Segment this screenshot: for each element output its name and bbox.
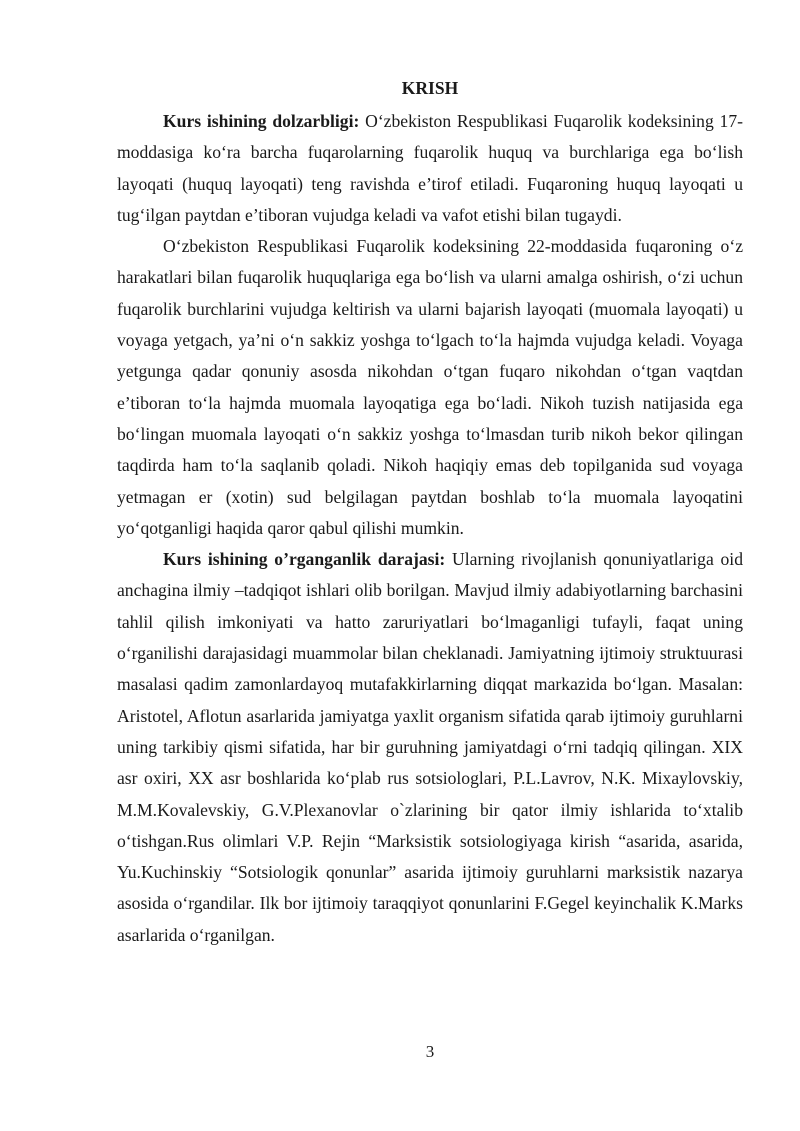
paragraph-text: O‘zbekiston Respublikasi Fuqarolik kodeksining 17-moddasiga ko‘ra barcha fuqarolarning fuqarolik huquq va burchlariga ega bo‘lish layoqati (huquq layoqati) teng ravishda e’tirof etiladi. Fuqaroning huquq layoqati u tug‘ilgan paytdan e’tiboran vujudga keladi va vafot etishi bilan tugaydi. (117, 111, 744, 225)
paragraph-civil-code (117, 231, 743, 544)
paragraph-lead: Kurs ishining dolzarbligi: (163, 111, 360, 131)
paragraph-text: Ularning rivojlanish qonuniyatlariga oid anchagina ilmiy –tadqiqot ishlari olib borilgan. Mavjud ilmiy adabiyotlarning barchasini tahlil qilish imkoniyati va hatto zaruriyatlari bo‘lmaganligi tufayli, faqat uning o‘rganilishi darajasidagi muammolar bilan cheklanadi. Jamiyatning ijtimoiy struktuurasi masalasi qadim zamonlardayoq mutafakkirlarning diqqat markazida bo‘lgan. Masalan: Aristotel, Aflotun asarlarida jamiyatga yaxlit organism sifatida qarab ijtimoiy guruhlarni uning tarkibiy qismi sifatida, har bir guruhning jamiyatdagi o‘rni tadqiq qilingan. XIX asr oxiri, XX asr boshlarida ko‘plab rus sotsiologlari, P.L.Lavrov, N.K. Mixaylovskiy, M.M.Kovalevskiy, G.V.Plexanovlar o`zlarining bir qator ilmiy ishlarida to‘xtalib o‘tishgan.Rus olimlari V.P. Rejin “Marksistik sotsiologiyaga kirish “asarida, asarida, Yu.Kuchinskiy “Sotsiologik qonunlar” asarida ijtimoiy guruhlarni marksistik nazarya asosida o‘rgandilar. Ilk bor ijtimoiy taraqqiyot qonunlarini F.Gegel keyinchalik K.Marks asarlarida o‘rganilgan. (117, 549, 743, 945)
paragraph-lead: Kurs ishining o’rganganlik darajasi: (163, 549, 446, 570)
paragraph-relevance (117, 106, 743, 231)
section-heading: KRISH (401, 78, 459, 98)
body-text (117, 106, 743, 951)
paragraph-study-level (117, 544, 743, 951)
page-number: 3 (425, 1042, 435, 1061)
paragraph-text: O‘zbekiston Respublikasi Fuqarolik kodeksining 22-moddasida fuqaroning o‘z harakatlari bilan fuqarolik huquqlariga ega bo‘lish va ularni amalga oshirish, o‘zi uchun fuqarolik burchlarini vujudga keltirish va ularni bajarish layoqati (muomala layoqati) u voyaga yetgach, ya’ni o‘n sakkiz yoshga to‘lgach to‘la hajmda vujudga keladi. Voyaga yetgunga qadar qonuniy asosda nikohdan o‘tgan fuqaro nikohdan o‘tgan vaqtdan e’tiboran to‘la hajmda muomala layoqatiga ega bo‘ladi. Nikoh tuzish natijasida ega bo‘lingan muomala layoqati o‘n sakkiz yoshga to‘lmasdan turib nikoh bekor qilingan taqdirda ham to‘la saqlanib qoladi. Nikoh haqiqiy emas deb topilganida sud voyaga yetmagan er (xotin) sud belgilagan paytdan boshlab to‘la muomala layoqatini yo‘qotganligi haqida qaror qabul qilishi mumkin. (117, 236, 743, 538)
